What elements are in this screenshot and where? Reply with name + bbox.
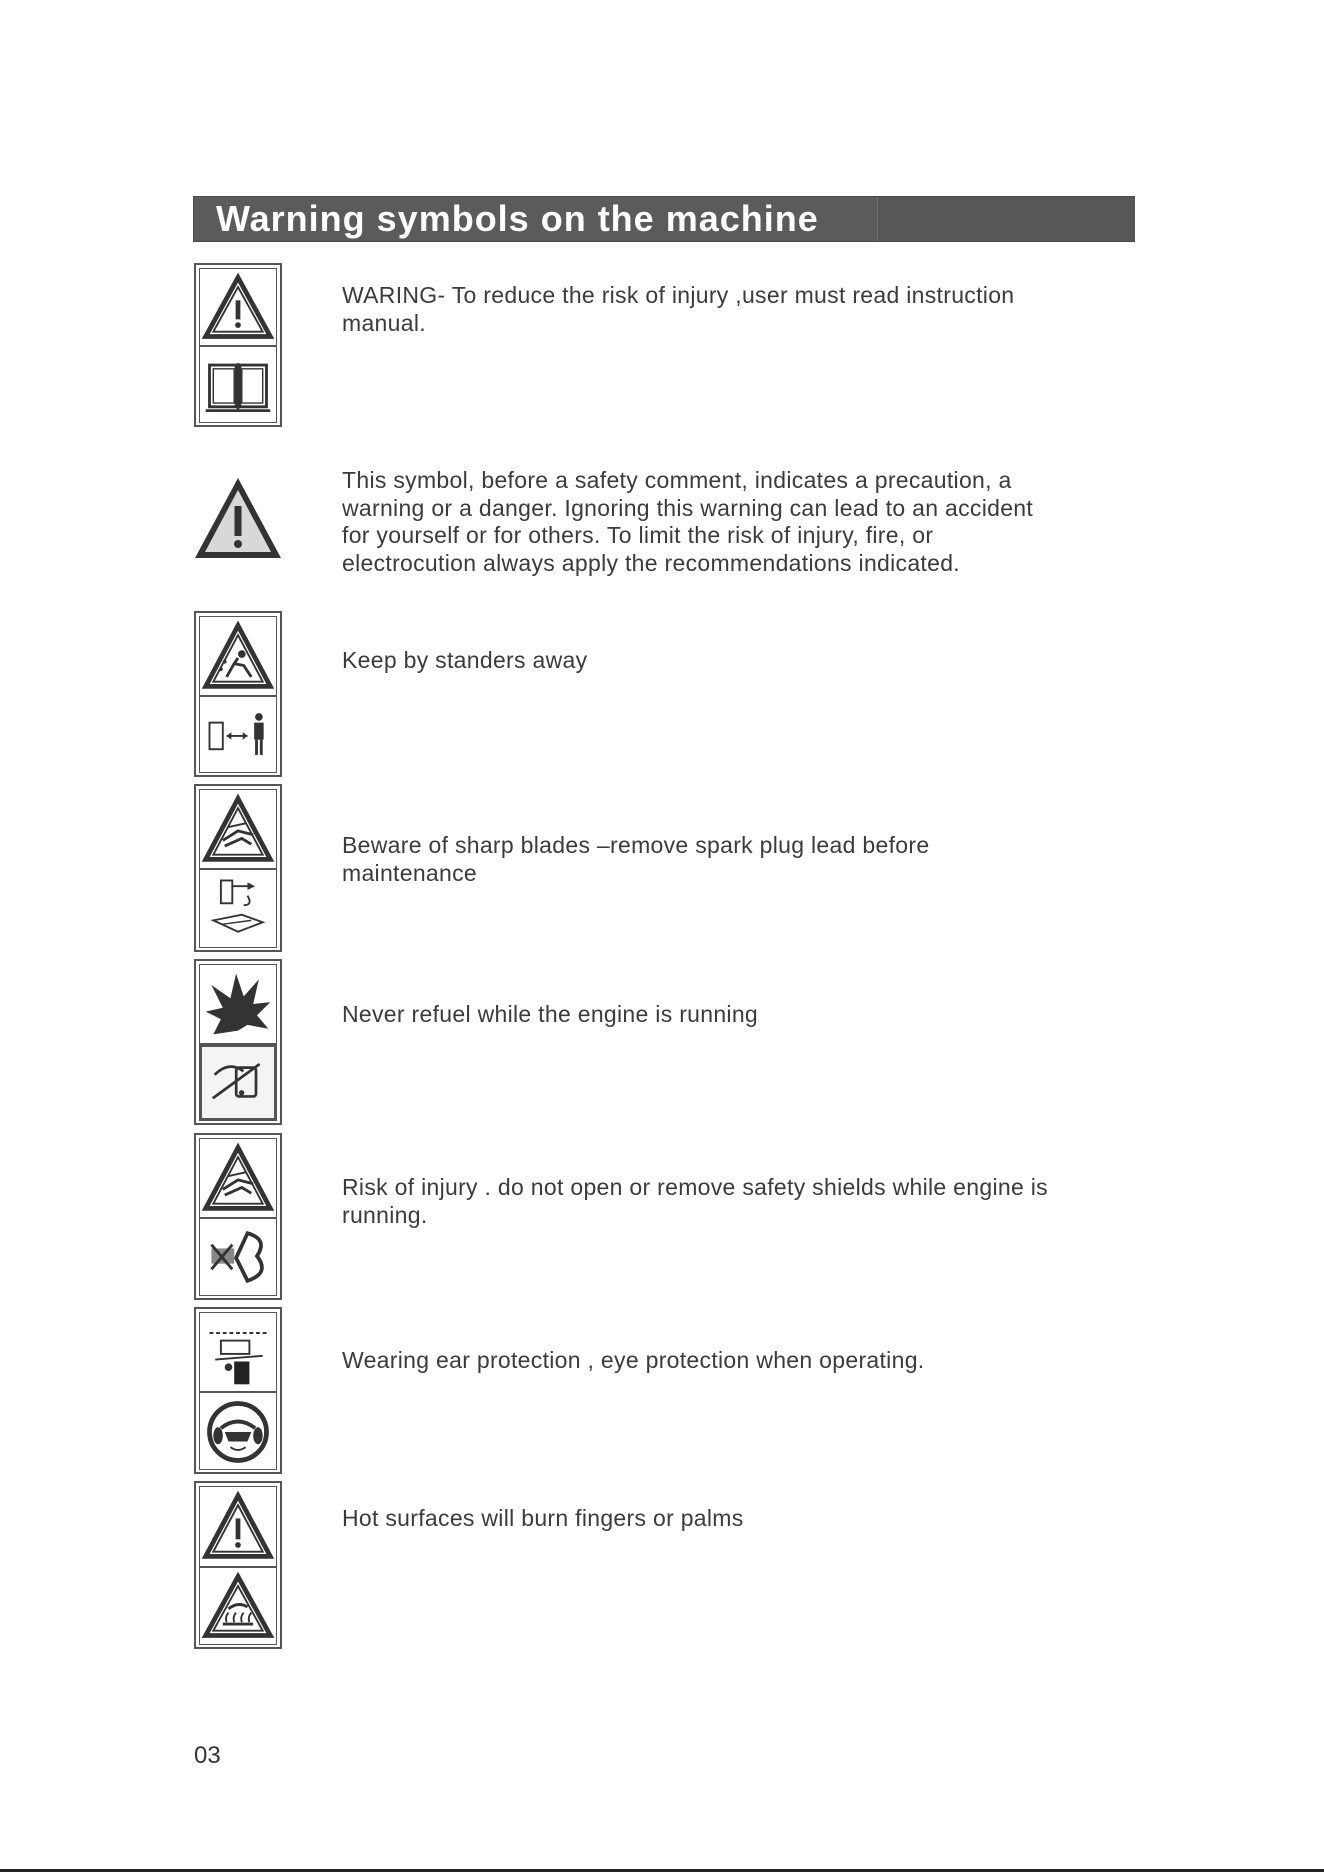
symbol-block-protection <box>194 1307 282 1474</box>
explosion-icon <box>199 964 277 1044</box>
read-manual-operator-icon <box>199 1312 277 1392</box>
entry-text-protection: Wearing ear protection , eye protection when operating. <box>342 1347 925 1373</box>
section-title-bar <box>193 196 1135 242</box>
entry-text-bystanders: Keep by standers away <box>342 647 588 673</box>
page-number: 03 <box>194 1742 221 1769</box>
symbol-block-hot-surfaces <box>194 1481 282 1649</box>
do-not-open-shield-icon <box>199 1218 277 1296</box>
remove-spark-plug-icon <box>199 869 277 948</box>
ear-eye-protection-icon <box>199 1392 277 1470</box>
hot-surface-icon <box>199 1567 277 1645</box>
entry-text-refuel: Never refuel while the engine is running <box>342 1001 759 1027</box>
thrown-objects-warning-icon <box>199 616 277 696</box>
sharp-blades-warning-icon <box>199 1138 277 1218</box>
symbol-block-refuel <box>194 959 282 1125</box>
instruction-manual-book-icon <box>199 346 277 423</box>
entry-text-safety-shields: Risk of injury . do not open or remove safety shields while engine is running. <box>342 1174 1048 1228</box>
symbol-block-read-manual <box>194 263 282 427</box>
symbol-block-safety-shields <box>194 1133 282 1300</box>
warning-triangle-icon <box>199 1486 277 1567</box>
no-refuel-icon <box>199 1044 277 1121</box>
entry-text-sharp-blades: Beware of sharp blades –remove spark plug lead before maintenance <box>342 832 930 886</box>
entry-text-hot-surfaces: Hot surfaces will burn fingers or palms <box>342 1505 744 1531</box>
symbol-block-sharp-blades <box>194 784 282 952</box>
entry-text-read-manual: WARING- To reduce the risk of injury ,user must read instruction manual. <box>342 282 1015 336</box>
symbol-block-bystanders <box>194 611 282 777</box>
section-title: Warning symbols on the machine <box>216 198 819 239</box>
warning-triangle-icon <box>199 268 277 346</box>
entry-text-safety-symbol: This symbol, before a safety comment, indicates a precaution, a warning or a danger. Ignoring this warning can lead to an accident for yourself or for others. To limit the risk of injury, fire, or electrocution always apply the recommendations indicated. <box>342 467 1034 576</box>
title-bar-right-segment <box>877 197 1135 241</box>
keep-distance-bystander-icon <box>199 696 277 773</box>
sharp-blades-warning-icon <box>199 789 277 869</box>
warning-triangle-icon <box>192 474 284 562</box>
